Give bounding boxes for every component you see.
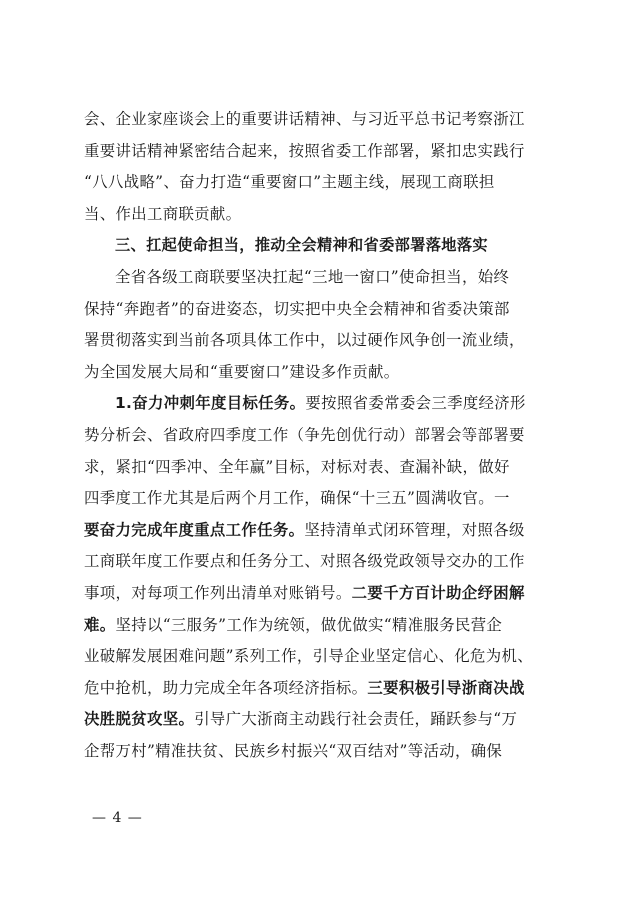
item-line — [84, 673, 553, 705]
item-text: 危中抢机，助力完成全年各项经济指标。 — [84, 678, 368, 697]
sub-item-heading: 要奋力完成年度重点工作任务。 — [84, 520, 305, 539]
item-text: 引导广大浙商主动践行社会责任，踊跃参与“万 — [194, 710, 518, 729]
item-line — [84, 515, 553, 547]
paragraph-line: 企帮万村”精准扶贫、民族乡村振兴“双百结对”等活动，确保 — [84, 741, 503, 760]
sub-item-heading: 难。 — [84, 615, 116, 634]
paragraph-line: 势分析会、省政府四季度工作（争先创优行动）部署会等部署要 — [84, 425, 525, 444]
item-line — [84, 388, 553, 420]
sub-item-heading: 三要积极引导浙商决战 — [367, 678, 525, 697]
sub-item-heading: 决胜脱贫攻坚。 — [84, 710, 195, 729]
item-text: 事项，对每项工作列出清单对账销号。 — [84, 583, 352, 602]
item-line — [84, 578, 553, 610]
paragraph-line: 署贯彻落实到当前各项具体工作中，以过硬作风争创一流业绩， — [84, 331, 525, 350]
section-heading: 三、扛起使命担当，推动全会精神和省委部署落地落实 — [115, 236, 488, 255]
item-heading: 1.奋力冲刺年度目标任务。 — [115, 394, 306, 413]
paragraph-line: 业破解发展困难问题”系列工作，引导企业坚定信心、化危为机、 — [84, 647, 533, 666]
paragraph-line: 当、作出工商联贡献。 — [84, 204, 242, 223]
item-line — [84, 704, 553, 736]
paragraph-line: 求，紧扣“四季冲、全年赢”目标，对标对表、查漏补缺，做好 — [84, 457, 510, 476]
sub-item-heading: 二要千方百计助企纾困解 — [351, 583, 525, 602]
paragraph-line: 工商联年度工作要点和任务分工、对照各级党政领导交办的工作 — [84, 552, 525, 571]
page-number: — 4 — — [92, 810, 143, 826]
item-text: 坚持以“三服务”工作为统领，做优做实“精准服务民营企 — [115, 615, 503, 634]
item-text: 坚持清单式闭环管理，对照各级 — [304, 520, 525, 539]
item-text: 要按照省委常委会三季度经济形 — [305, 394, 526, 413]
paragraph-line: “八八战略”、奋力打造“重要窗口”主题主线，展现工商联担 — [84, 173, 495, 192]
paragraph-line: 全省各级工商联要坚决扛起“三地一窗口”使命担当，始终 — [115, 267, 510, 286]
paragraph-line: 保持“奔跑者”的奋进姿态，切实把中央全会精神和省委决策部 — [84, 299, 510, 318]
item-line — [84, 610, 553, 642]
paragraph-line: 四季度工作尤其是后两个月工作，确保“十三五”圆满收官。一 — [84, 489, 510, 508]
paragraph-line: 重要讲话精神紧密结合起来，按照省委工作部署，紧扣忠实践行 — [84, 141, 525, 160]
paragraph-line: 为全国发展大局和“重要窗口”建设多作贡献。 — [84, 362, 400, 381]
document-body — [84, 104, 553, 767]
paragraph-line: 会、企业家座谈会上的重要讲话精神、与习近平总书记考察浙江 — [84, 110, 525, 128]
